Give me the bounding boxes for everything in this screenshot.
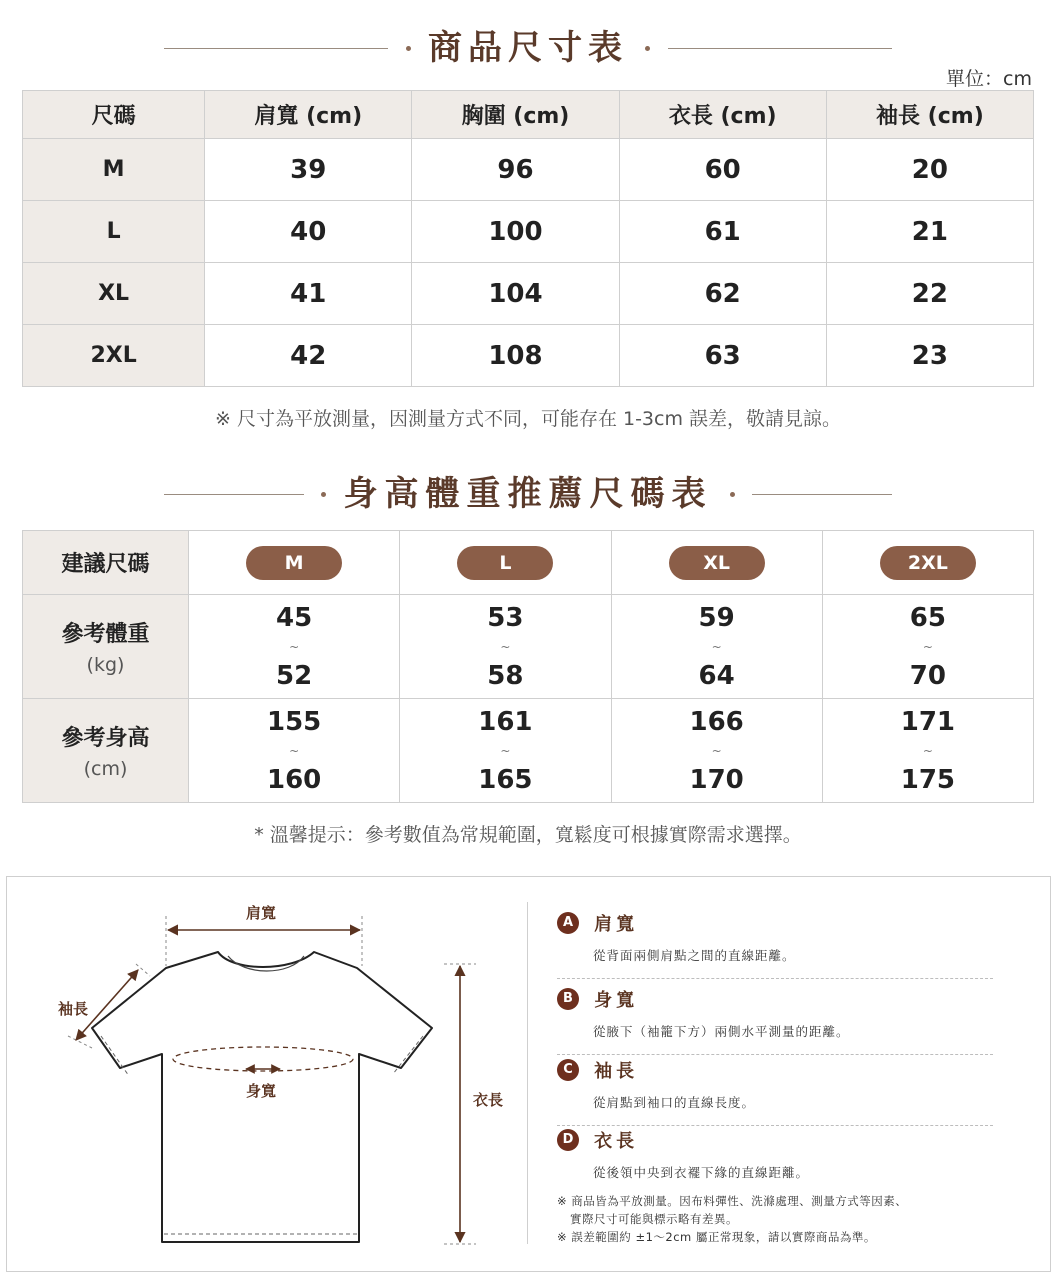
guide-item-desc: 從背面兩側肩點之間的直線距離。: [593, 948, 796, 963]
value-cell: 63: [619, 325, 826, 387]
size-cell: L: [23, 201, 205, 263]
badge-c: C: [557, 1059, 579, 1081]
range-tilde: ~: [922, 639, 933, 654]
range-min: 45: [276, 602, 313, 633]
guide-divider: [527, 902, 528, 1244]
range-min: 155: [266, 706, 322, 737]
value-cell: 40: [205, 201, 412, 263]
title-rule-right: [752, 494, 892, 495]
value-cell: 20: [826, 139, 1033, 201]
value-cell: 100: [412, 201, 619, 263]
guide-footnotes: [557, 1192, 997, 1246]
size-pill: L: [457, 546, 553, 580]
guide-item-shoulder: [557, 910, 993, 979]
sleeve-guide: [68, 1036, 92, 1048]
badge-b: B: [557, 988, 579, 1010]
guide-item-title: 衣長: [594, 1131, 639, 1152]
range-min: 53: [487, 602, 524, 633]
recommend-size-row: [23, 531, 1034, 595]
range-max: 52: [276, 660, 313, 691]
size-pill-cell: [822, 531, 1033, 595]
header-chest: 胸圍 (cm): [412, 91, 619, 139]
guide-item-desc: 從肩點到袖口的直線長度。: [593, 1095, 756, 1110]
value-cell: 41: [205, 263, 412, 325]
header-shoulder: 肩寬 (cm): [205, 91, 412, 139]
range-max: 58: [487, 660, 524, 691]
recommend-table: [22, 530, 1034, 803]
title-rule-left: [164, 48, 388, 49]
recommend-chart-title: 身高體重推薦尺碼表: [343, 474, 713, 514]
size-row-label: 建議尺碼: [23, 531, 189, 595]
value-cell: 96: [412, 139, 619, 201]
size-table: [22, 90, 1034, 387]
weight-range: [189, 595, 400, 699]
range-tilde: ~: [711, 743, 722, 758]
weight-range: [400, 595, 611, 699]
value-cell: 42: [205, 325, 412, 387]
height-label: 參考身高: [61, 726, 150, 751]
footnote-line: 實際尺寸可能與標示略有差異。: [570, 1212, 738, 1226]
guide-separator: [557, 1125, 993, 1126]
range-max: 70: [909, 660, 946, 691]
title-rule-left: [164, 494, 304, 495]
range-tilde: ~: [500, 743, 511, 758]
length-label: 衣長: [473, 1091, 504, 1109]
value-cell: 23: [826, 325, 1033, 387]
guide-item-desc: 從後領中央到衣襬下緣的直線距離。: [593, 1165, 810, 1180]
table-row: [23, 139, 1034, 201]
table-row: [23, 325, 1034, 387]
range-min: 59: [698, 602, 735, 633]
range-tilde: ~: [922, 743, 933, 758]
size-chart-title: 商品尺寸表: [428, 28, 628, 68]
size-pill: XL: [669, 546, 765, 580]
tshirt-diagram: [0, 876, 527, 1272]
guide-item-chest: [557, 986, 993, 1055]
value-cell: 22: [826, 263, 1033, 325]
height-unit: (cm): [83, 758, 128, 780]
badge-a: A: [557, 912, 579, 934]
range-max: 165: [478, 764, 533, 795]
range-min: 171: [900, 706, 956, 737]
range-max: 170: [689, 764, 744, 795]
weight-range: [822, 595, 1033, 699]
size-pill: 2XL: [880, 546, 976, 580]
guide-item-title: 肩寬: [594, 914, 639, 935]
guide-separator: [557, 1054, 993, 1055]
recommend-chart-note: * 溫馨提示：參考數值為常規範圍，寬鬆度可根據實際需求選擇。: [254, 824, 802, 846]
value-cell: 61: [619, 201, 826, 263]
range-max: 175: [900, 764, 956, 795]
recommend-chart-heading: [0, 470, 1056, 518]
guide-item-title: 袖長: [594, 1061, 639, 1082]
weight-row-label: [23, 595, 189, 699]
size-pill-cell: [400, 531, 611, 595]
range-tilde: ~: [711, 639, 722, 654]
sleeve-label: 袖長: [58, 1000, 89, 1018]
unit-label: 單位：cm: [946, 68, 1032, 90]
value-cell: 108: [412, 325, 619, 387]
footnote-line: ※ 誤差範圍約 ±1～2cm 屬正常現象，請以實際商品為準。: [557, 1230, 876, 1244]
table-row: [23, 263, 1034, 325]
weight-range: [611, 595, 822, 699]
footnote-line: ※ 商品皆為平放測量。因布料彈性、洗滌處理、測量方式等因素、: [557, 1194, 908, 1208]
value-cell: 60: [619, 139, 826, 201]
height-row-label: [23, 699, 189, 803]
shoulder-label: 肩寬: [246, 904, 277, 922]
range-min: 166: [689, 706, 744, 737]
height-range: [189, 699, 400, 803]
range-tilde: ~: [500, 639, 511, 654]
size-table-header: [23, 91, 1034, 139]
range-max: 160: [266, 764, 322, 795]
badge-d: D: [557, 1129, 579, 1151]
range-tilde: ~: [289, 639, 300, 654]
title-dot-right: [730, 492, 735, 497]
range-tilde: ~: [289, 743, 300, 758]
guide-separator: [557, 978, 993, 979]
guide-item-sleeve: [557, 1057, 993, 1126]
title-dot-right: [645, 46, 650, 51]
value-cell: 39: [205, 139, 412, 201]
size-cell: XL: [23, 263, 205, 325]
size-pill: M: [246, 546, 342, 580]
title-rule-right: [668, 48, 892, 49]
sleeve-guide: [136, 964, 150, 976]
range-min: 65: [909, 602, 946, 633]
size-cell: M: [23, 139, 205, 201]
header-sleeve: 袖長 (cm): [826, 91, 1033, 139]
header-size: 尺碼: [23, 91, 205, 139]
height-range: [400, 699, 611, 803]
title-dot-left: [321, 492, 326, 497]
range-min: 161: [478, 706, 533, 737]
size-pill-cell: [189, 531, 400, 595]
weight-label: 參考體重: [61, 622, 150, 647]
value-cell: 62: [619, 263, 826, 325]
header-length: 衣長 (cm): [619, 91, 826, 139]
height-range: [822, 699, 1033, 803]
weight-unit: (kg): [86, 654, 125, 676]
size-pill-cell: [611, 531, 822, 595]
guide-item-title: 身寬: [594, 990, 639, 1011]
height-range: [611, 699, 822, 803]
value-cell: 104: [412, 263, 619, 325]
guide-item-length: [557, 1127, 993, 1181]
title-dot-left: [406, 46, 411, 51]
chest-label: 身寬: [246, 1082, 277, 1100]
size-cell: 2XL: [23, 325, 205, 387]
range-max: 64: [698, 660, 735, 691]
table-row: [23, 201, 1034, 263]
recommend-weight-row: [23, 595, 1034, 699]
guide-item-desc: 從腋下（袖籠下方）兩側水平測量的距離。: [593, 1024, 850, 1039]
recommend-height-row: [23, 699, 1034, 803]
size-chart-heading: [0, 24, 1056, 72]
value-cell: 21: [826, 201, 1033, 263]
size-chart-note: ※ 尺寸為平放測量，因測量方式不同，可能存在 1-3cm 誤差，敬請見諒。: [214, 408, 842, 430]
